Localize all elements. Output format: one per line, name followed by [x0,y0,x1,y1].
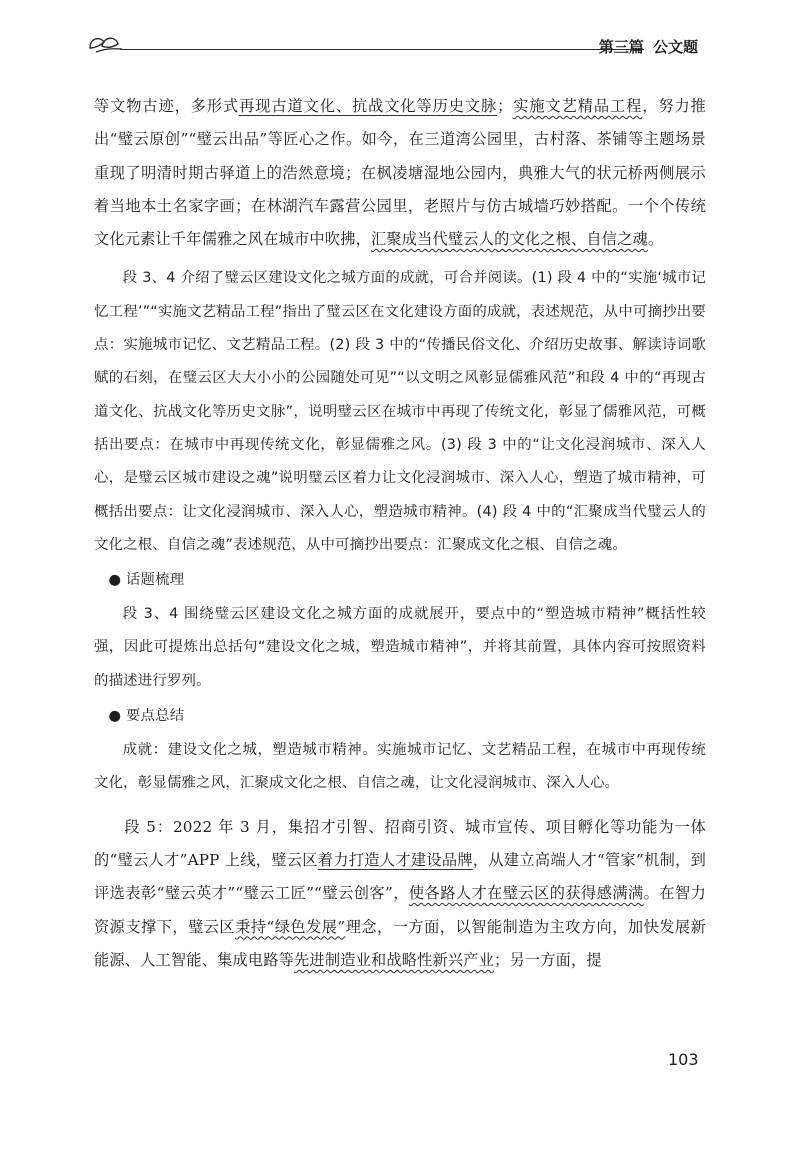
header-title [595,36,698,57]
page-number: 103 [668,1050,699,1069]
header-rule [120,49,644,50]
underlined-phrase: 再现古道文化、抗战文化等历史文脉 [239,97,498,115]
wavy-phrase: 秉持“绿色发展” [235,917,346,936]
paragraph-2: 段 3、4 介绍了璧云区建设文化之城方面的成就，可合并阅读。(1) 段 4 中的“实施‘城市记忆工程’”“实施文艺精品工程”指出了璧云区在文化建设方面的成就，表述规范，从中可摘抄出要点：实施城市记忆、文艺精品工程。(2) 段 3 中的“传播民俗文化、介绍历史故事、解读诗词歌赋的石刻，在璧云区大大小小的公园随处可见”“以文明之风彰显儒雅风范”和段 4 中的“再现古道文化、抗战文化等历史文脉”，说明璧云区在城市中再现了传统文化，彰显了儒雅风范，可概括出要点：在城市中再现传统文化，彰显儒雅之风。(3) 段 3 中的“让文化浸润城市、深入人心，是璧云区城市建设之魂”说明璧云区着力让文化浸润城市、深入人心，塑造了城市精神，可概括出要点：让文化浸润城市、深入人心，塑造城市精神。(4) 段 4 中的“汇聚成当代璧云人的文化之根、自信之魂”表述规范，从中可摘抄出要点：汇聚成文化之根、自信之魂。 [94,270,706,553]
paragraph-4: 成就：建设文化之城，塑造城市精神。实施城市记忆、文艺精品工程，在城市中再现传统文化，彰显儒雅之风，汇聚成文化之根、自信之魂，让文化浸润城市、深入人心。 [94,742,706,792]
paragraph-1: 等文物古迹，多形式再现古道文化、抗战文化等历史文脉；实施文艺精品工程，努力推出“璧云原创”“璧云出品”等匠心之作。如今，在三道湾公园里，古村落、茶铺等主题场景重现了明清时期古驿道上的浩然意境；在枫凌塘湿地公园内，典雅大气的状元桥两侧展示着当地本土名家字画；在林湖汽车露营公园里，老照片与仿古城墙巧妙搭配。一个个传统文化元素让千年儒雅之风在城市中吹拂，汇聚成当代璧云人的文化之根、自信之魂。 [94,97,706,249]
paragraph-3: 段 3、4 围绕璧云区建设文化之城方面的成就展开，要点中的“塑造城市精神”概括性较强，因此可提炼出总括句“建设文化之城，塑造城市精神”，并将其前置，具体内容可按照资料的描述进行罗列。 [94,606,706,689]
page-header [86,28,698,64]
header-topic: 公文题 [652,38,698,56]
section-heading-summary: ● 要点总结 [108,708,185,725]
wavy-phrase: 实施文艺精品工程 [512,97,643,115]
section-heading-topic: ● 话题梳理 [108,572,185,589]
leaf-logo-icon [86,32,126,56]
wavy-phrase: 使各路人才在璧云区的获得感满满 [408,884,644,903]
page-body [94,90,706,977]
underlined-phrase: 着力打造人才建设品牌 [317,850,473,869]
wavy-phrase: 先进制造业和战略性新兴产业 [294,950,495,969]
header-section: 第三篇 [598,38,644,56]
paragraph-5: 段 5：2022 年 3 月，集招才引智、招商引资、城市宣传、项目孵化等功能为一体的“璧云人才”APP 上线，璧云区着力打造人才建设品牌，从建立高端人才“管家”机制，到评选表彰“璧云英才”“璧云工匠”“璧云创客”，使各路人才在璧云区的获得感满满。在智力资源支撑下，璧云区秉持“绿色发展”理念，一方面，以智能制造为主攻方向，加快发展新能源、人工智能、集成电路等先进制造业和战略性新兴产业；另一方面，提 [94,817,707,969]
wavy-phrase: 汇聚成当代璧云人的文化之根、自信之魂 [370,230,648,249]
